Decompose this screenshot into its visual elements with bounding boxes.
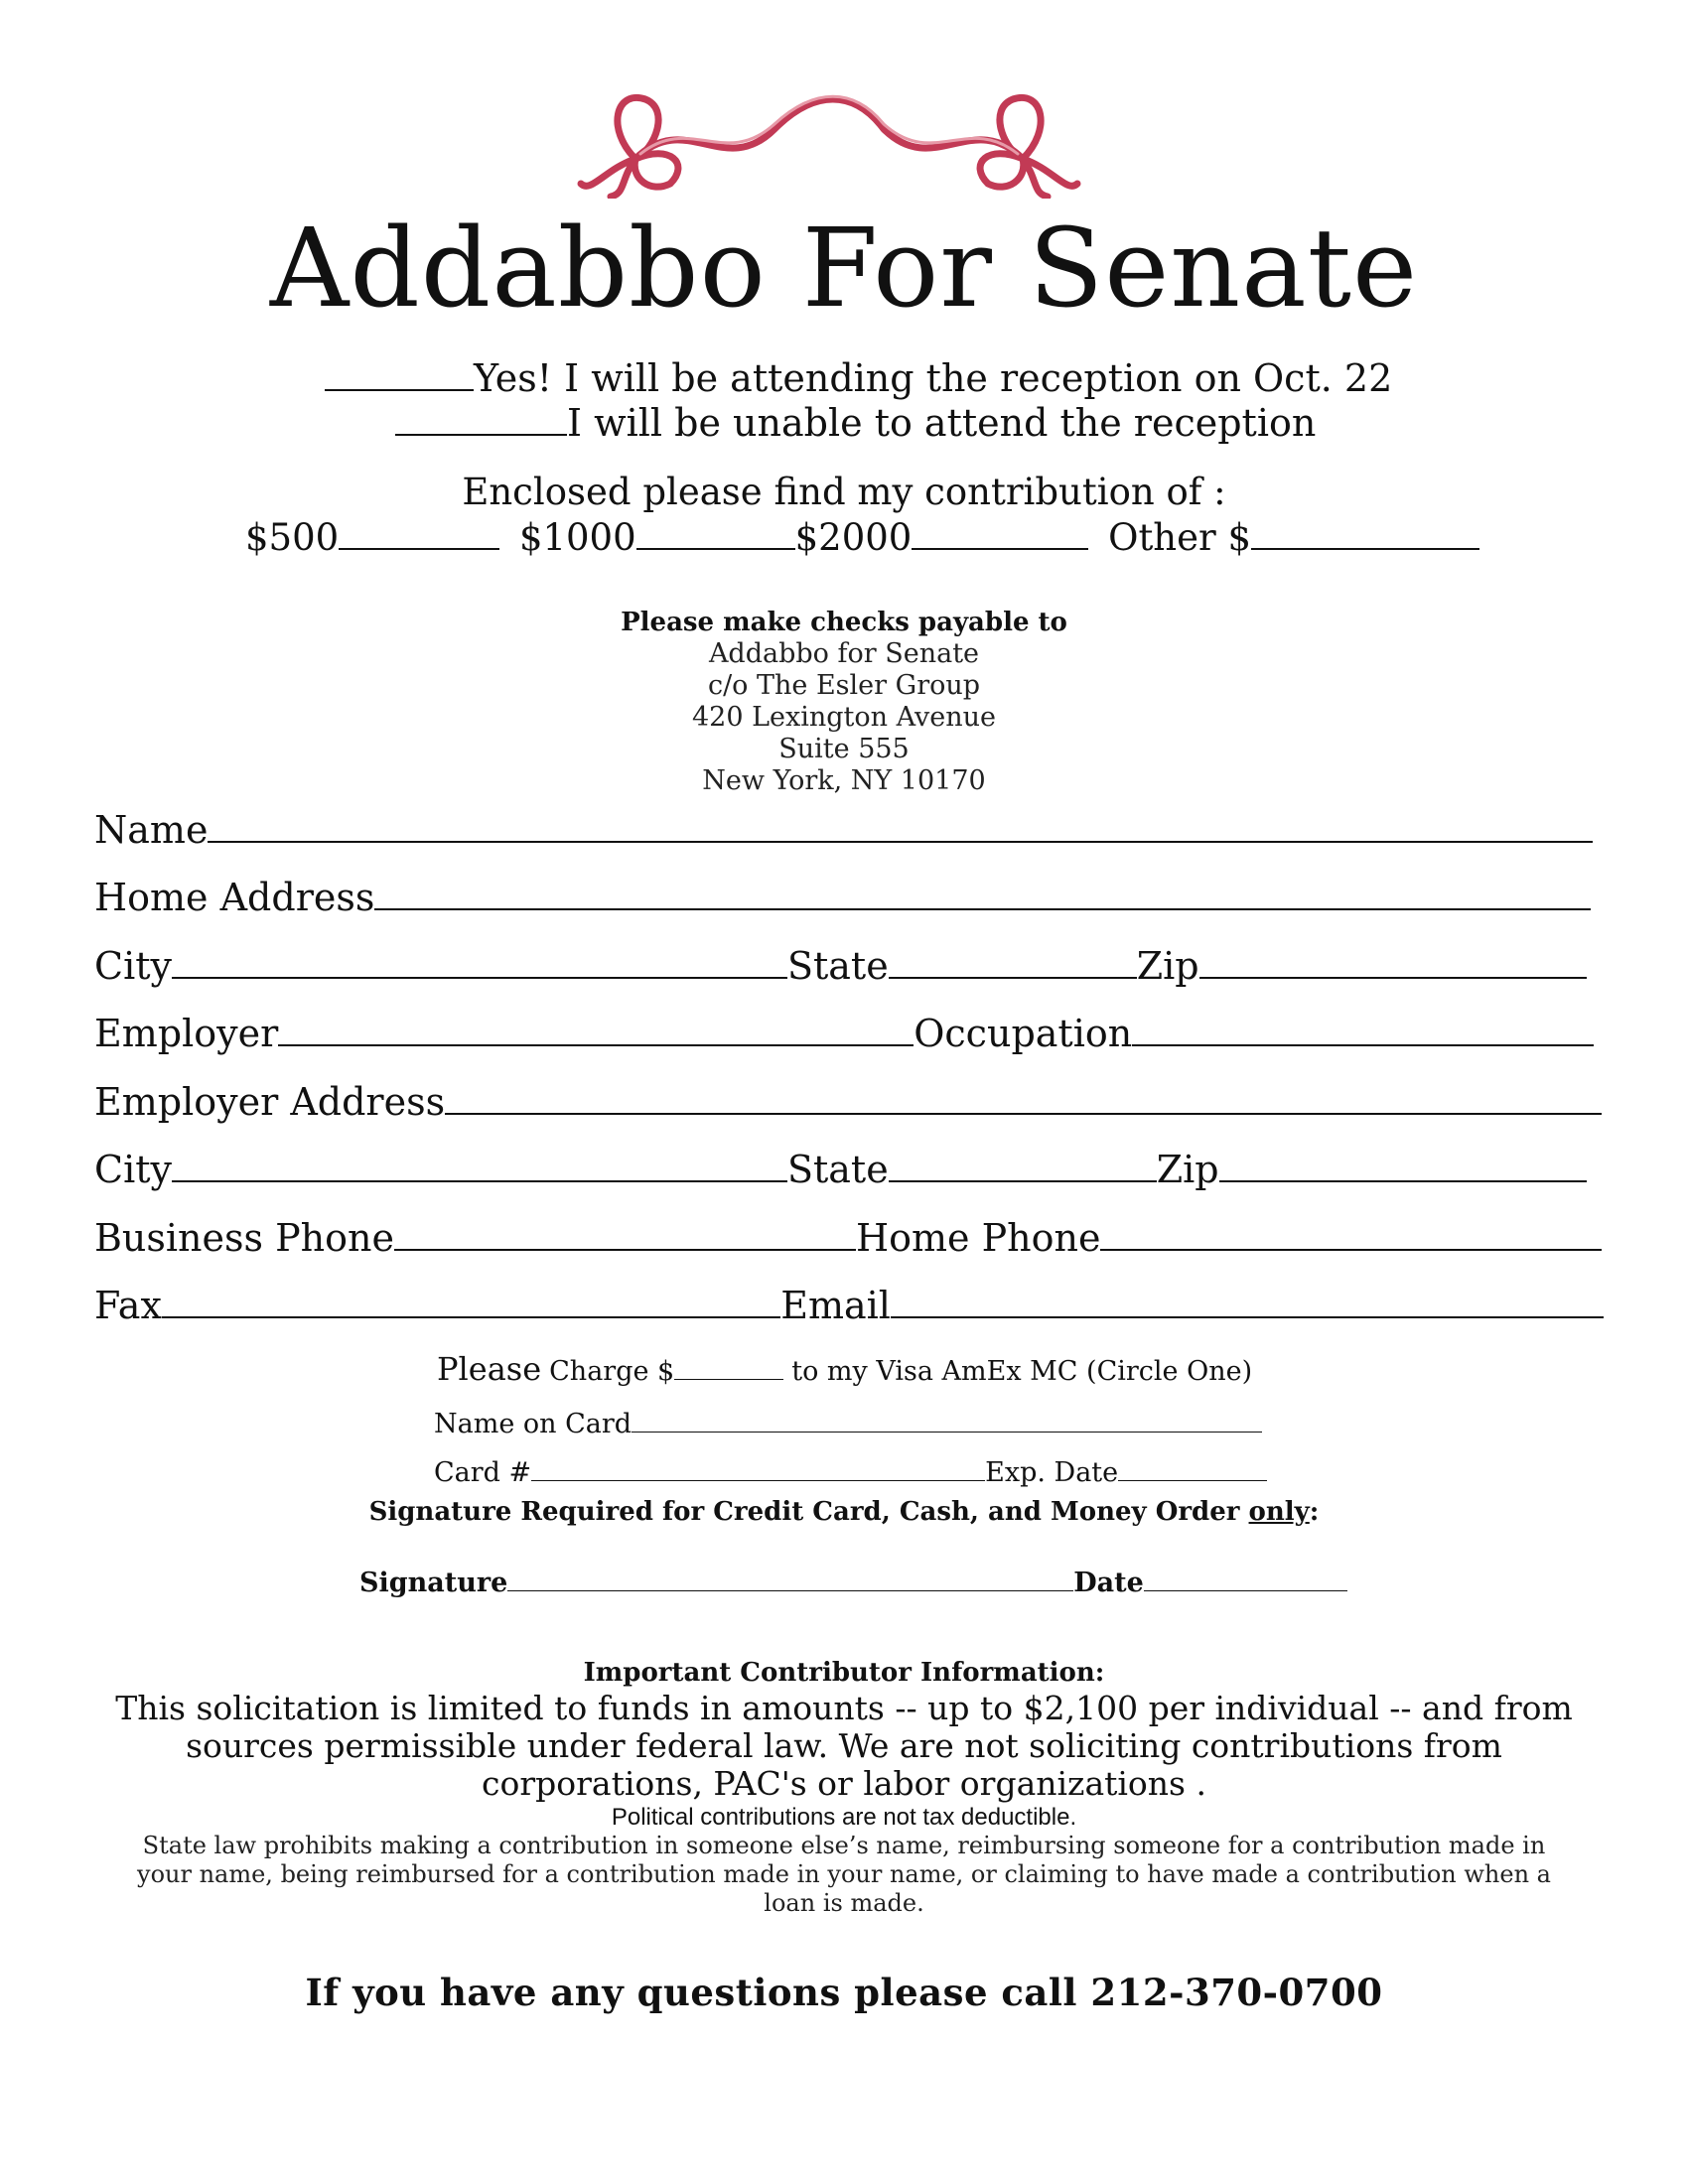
employer-field[interactable]: [278, 1044, 914, 1046]
zip-field[interactable]: [1199, 977, 1587, 979]
employer-label: Employer: [94, 1012, 279, 1055]
info-heading: Important Contributor Information:: [583, 1658, 1105, 1688]
occupation-label: Occupation: [914, 1012, 1133, 1055]
name-row: [94, 799, 1604, 852]
info-state-law-line: State law prohibits making a contribution in someone else’s name, reimbursing someone for a contribution made in: [142, 1832, 1546, 1859]
employer-city-state-zip-row: [94, 1139, 1604, 1191]
info-tax-note: Political contributions are not tax deductible.: [611, 1804, 1077, 1831]
info-limit-line: sources permissible under federal law. We are not soliciting contributions from: [186, 1726, 1502, 1765]
signature-requirement-emphasis: only: [1248, 1497, 1310, 1527]
city-label: City: [94, 944, 172, 988]
state-label: State: [786, 944, 889, 988]
fax-label: Fax: [94, 1284, 162, 1327]
city-label: City: [94, 1148, 172, 1191]
signature-label: Signature: [359, 1568, 508, 1598]
phone-row: [94, 1207, 1604, 1260]
employer-row: [94, 1003, 1604, 1055]
rsvp-not-attending-row: [395, 401, 1317, 445]
questions-phone-line: If you have any questions please call 212-370-0700: [305, 1971, 1383, 2014]
info-state-law: [0, 1832, 1688, 1918]
name-on-card-row: [434, 1398, 1262, 1437]
amount-2000-label: $2000: [794, 516, 913, 559]
payable-line: 420 Lexington Avenue: [691, 702, 997, 733]
signature-requirement-text: Signature Required for Credit Card, Cash, and Money Order: [368, 1497, 1240, 1527]
email-label: Email: [780, 1284, 891, 1327]
info-state-law-line: loan is made.: [764, 1889, 924, 1917]
city-field[interactable]: [172, 977, 787, 979]
signature-requirement-colon: :: [1309, 1497, 1320, 1527]
payable-line: Suite 555: [778, 734, 910, 764]
employer-city-field[interactable]: [172, 1180, 787, 1182]
charge-label: Charge $: [549, 1356, 675, 1387]
email-field[interactable]: [891, 1316, 1604, 1318]
payable-line: Addabbo for Senate: [708, 638, 980, 669]
card-number-label: Card #: [434, 1457, 532, 1488]
amount-1000-blank[interactable]: [636, 518, 795, 550]
amount-other-blank[interactable]: [1251, 518, 1479, 550]
payable-line: c/o The Esler Group: [707, 670, 981, 701]
home-address-field[interactable]: [374, 908, 1591, 910]
signature-field[interactable]: [507, 1590, 1073, 1591]
fax-email-row: [94, 1275, 1604, 1327]
signature-row: [359, 1557, 1347, 1596]
amount-500-label: $500: [245, 516, 340, 559]
payable-line: New York, NY 10170: [702, 765, 986, 796]
amount-other-label: Other $: [1108, 516, 1252, 559]
payable-address: [0, 638, 1688, 797]
signature-date-field[interactable]: [1144, 1590, 1347, 1591]
city-state-zip-row: [94, 935, 1604, 988]
rsvp-not-attending-label: I will be unable to attend the reception: [567, 401, 1317, 445]
contribution-options: [245, 516, 1479, 559]
zip-label: Zip: [1156, 1148, 1219, 1191]
state-field[interactable]: [889, 977, 1137, 979]
rsvp-not-attending-blank[interactable]: [395, 404, 567, 436]
home-address-label: Home Address: [94, 876, 375, 919]
rsvp-attending-blank[interactable]: [325, 359, 474, 391]
card-number-field[interactable]: [531, 1480, 985, 1481]
occupation-field[interactable]: [1132, 1044, 1594, 1046]
card-type-label: to my Visa AmEx MC (Circle One): [791, 1356, 1253, 1387]
name-field[interactable]: [208, 841, 1593, 843]
charge-please-label: Please: [437, 1350, 542, 1388]
charge-amount-field[interactable]: [674, 1379, 783, 1380]
fax-field[interactable]: [162, 1316, 780, 1318]
amount-500-blank[interactable]: [339, 518, 499, 550]
home-address-row: [94, 867, 1604, 919]
ribbon-ornament-icon: [576, 69, 1082, 199]
exp-date-label: Exp. Date: [985, 1457, 1119, 1488]
info-state-law-line: your name, being reimbursed for a contribution made in your name, or claiming to have made a contribution when a: [137, 1860, 1551, 1888]
info-limit-line: corporations, PAC's or labor organizations .: [482, 1764, 1206, 1803]
info-limit-line: This solicitation is limited to funds in amounts -- up to $2,100 per individual -- and from: [115, 1689, 1573, 1727]
employer-state-field[interactable]: [889, 1180, 1157, 1182]
business-phone-field[interactable]: [394, 1249, 856, 1251]
info-limit-text: [0, 1690, 1688, 1803]
zip-label: Zip: [1136, 944, 1199, 988]
payable-heading: Please make checks payable to: [621, 608, 1067, 637]
state-label: State: [786, 1148, 889, 1191]
business-phone-label: Business Phone: [94, 1216, 394, 1260]
home-phone-label: Home Phone: [855, 1216, 1101, 1260]
employer-address-row: [94, 1071, 1604, 1124]
contribution-intro: Enclosed please find my contribution of :: [462, 471, 1226, 513]
charge-row: [437, 1345, 1253, 1388]
employer-address-field[interactable]: [445, 1113, 1602, 1115]
name-on-card-field[interactable]: [632, 1432, 1262, 1433]
name-on-card-label: Name on Card: [434, 1409, 633, 1439]
name-label: Name: [94, 808, 209, 852]
card-number-row: [434, 1446, 1267, 1486]
amount-1000-label: $1000: [518, 516, 636, 559]
signature-requirement: [0, 1497, 1688, 1527]
employer-zip-field[interactable]: [1219, 1180, 1587, 1182]
exp-date-field[interactable]: [1118, 1480, 1267, 1481]
rsvp-attending-row: [325, 356, 1393, 400]
employer-address-label: Employer Address: [94, 1080, 446, 1124]
rsvp-attending-label: Yes! I will be attending the reception on Oct. 22: [474, 356, 1393, 400]
home-phone-field[interactable]: [1100, 1249, 1602, 1251]
signature-date-label: Date: [1073, 1568, 1144, 1598]
amount-2000-blank[interactable]: [912, 518, 1088, 550]
page-title: Addabbo For Senate: [269, 205, 1419, 332]
